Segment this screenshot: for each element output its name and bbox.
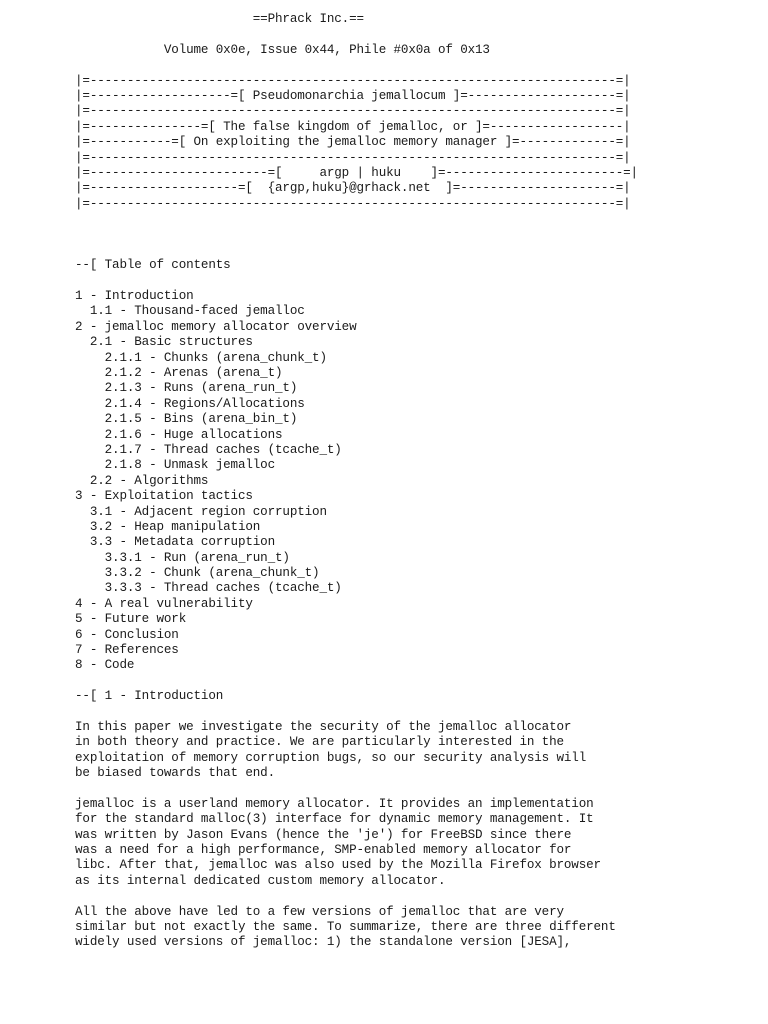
issue-line: Volume 0x0e, Issue 0x44, Phile #0x0a of 0x13 (75, 42, 490, 57)
toc-entry: 4 - A real vulnerability (75, 596, 253, 611)
toc-entry: 8 - Code (75, 658, 135, 673)
banner-line: |=-----------------------------------------------------------------------=| (75, 104, 631, 119)
toc-entry: 2.1.2 - Arenas (arena_t) (75, 365, 283, 380)
toc-entry: 3.2 - Heap manipulation (75, 519, 261, 534)
toc-entry: 2.1.5 - Bins (arena_bin_t) (75, 412, 298, 427)
text-line: All the above have led to a few versions of jemalloc that are very (75, 904, 564, 919)
spacer (75, 782, 755, 797)
toc-entry: 3.3.3 - Thread caches (tcache_t) (75, 581, 342, 596)
text-line: In this paper we investigate the security of the jemalloc allocator (75, 719, 572, 734)
banner-line: |=------------------------=[ argp | huku ]=------------------------=| (75, 165, 638, 180)
spacer (75, 27, 755, 42)
spacer (75, 227, 755, 242)
text-line: for the standard malloc(3) interface for dynamic memory management. It (75, 812, 594, 827)
toc-entry: 2.1.1 - Chunks (arena_chunk_t) (75, 350, 327, 365)
toc-entry: 3 - Exploitation tactics (75, 489, 253, 504)
toc-entry: 3.3.1 - Run (arena_run_t) (75, 550, 290, 565)
text-line: similar but not exactly the same. To summarize, there are three different (75, 920, 616, 935)
spacer (75, 274, 755, 289)
banner-line: |=-----------=[ On exploiting the jemalloc memory manager ]=-------------=| (75, 135, 631, 150)
toc-entry: 2.1 - Basic structures (75, 335, 253, 350)
banner-line: |=-----------------------------------------------------------------------=| (75, 73, 631, 88)
spacer (75, 243, 755, 258)
toc-entry: 2.1.8 - Unmask jemalloc (75, 458, 276, 473)
text-line: as its internal dedicated custom memory allocator. (75, 873, 446, 888)
banner-line: |=-----------------------------------------------------------------------=| (75, 196, 631, 211)
toc-entry: 1 - Introduction (75, 289, 194, 304)
banner-line: |=---------------=[ The false kingdom of jemalloc, or ]=------------------| (75, 119, 631, 134)
phrack-article (75, 12, 755, 951)
toc-entry: 2 - jemalloc memory allocator overview (75, 319, 357, 334)
toc-entry: 3.1 - Adjacent region corruption (75, 504, 327, 519)
banner-line: |=--------------------=[ {argp,huku}@grhack.net ]=---------------------=| (75, 181, 631, 196)
toc-entry: 7 - References (75, 643, 179, 658)
publisher-line: ==Phrack Inc.== (75, 12, 364, 26)
toc-entry: 2.1.7 - Thread caches (tcache_t) (75, 442, 342, 457)
toc-entry: 6 - Conclusion (75, 627, 179, 642)
toc-entry: 5 - Future work (75, 612, 187, 627)
toc-entry: 1.1 - Thousand-faced jemalloc (75, 304, 305, 319)
toc-entry: 2.1.4 - Regions/Allocations (75, 396, 305, 411)
text-line: be biased towards that end. (75, 766, 276, 781)
table-of-contents (75, 289, 755, 674)
intro-paragraph-2 (75, 797, 755, 889)
toc-entry: 2.1.3 - Runs (arena_run_t) (75, 381, 298, 396)
toc-heading: --[ Table of contents (75, 258, 231, 273)
banner-line: |=-----------------------------------------------------------------------=| (75, 150, 631, 165)
spacer (75, 212, 755, 227)
toc-entry: 3.3.2 - Chunk (arena_chunk_t) (75, 566, 320, 581)
text-line: was written by Jason Evans (hence the 'je') for FreeBSD since there (75, 827, 572, 842)
section-heading-introduction: --[ 1 - Introduction (75, 689, 224, 704)
text-line: jemalloc is a userland memory allocator. It provides an implementation (75, 796, 594, 811)
text-line: was a need for a high performance, SMP-enabled memory allocator for (75, 843, 572, 858)
text-line: libc. After that, jemalloc was also used by the Mozilla Firefox browser (75, 858, 601, 873)
toc-entry: 2.2 - Algorithms (75, 473, 209, 488)
text-line: widely used versions of jemalloc: 1) the standalone version [JESA], (75, 935, 572, 950)
intro-paragraph-3 (75, 905, 755, 951)
spacer (75, 674, 755, 689)
spacer (75, 889, 755, 904)
toc-entry: 2.1.6 - Huge allocations (75, 427, 283, 442)
banner-line: |=-------------------=[ Pseudomonarchia jemallocum ]=--------------------=| (75, 88, 631, 103)
text-line: in both theory and practice. We are particularly interested in the (75, 735, 564, 750)
spacer (75, 58, 755, 73)
spacer (75, 705, 755, 720)
title-banner (75, 74, 755, 213)
intro-paragraph-1 (75, 720, 755, 782)
text-line: exploitation of memory corruption bugs, so our security analysis will (75, 750, 587, 765)
toc-entry: 3.3 - Metadata corruption (75, 535, 276, 550)
